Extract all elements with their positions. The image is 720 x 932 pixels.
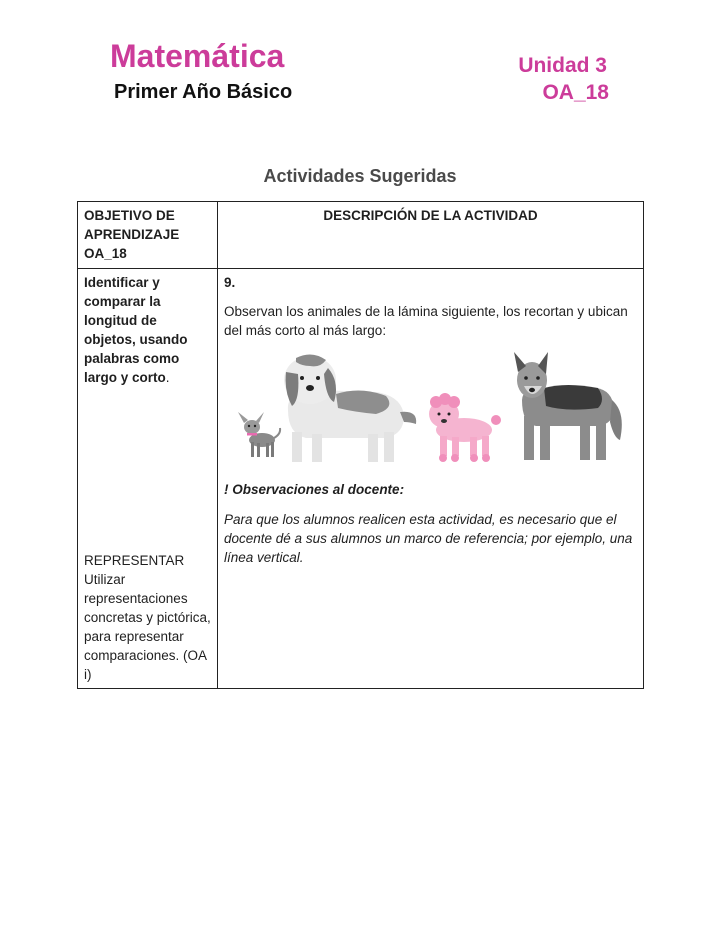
- objective-cell: [78, 269, 218, 689]
- subject-title: Matemática: [110, 38, 285, 74]
- objective-text-block: [84, 273, 211, 387]
- grade-title: Primer Año Básico: [114, 81, 293, 103]
- unit-label: Unidad 3: [518, 54, 607, 77]
- objective-text: Identificar y comparar la longitud de objetos, usando palabras como largo y corto: [84, 275, 188, 385]
- oa-label: OA_18: [542, 81, 609, 104]
- objective-header: [78, 202, 218, 269]
- section-title: Actividades Sugeridas: [263, 166, 457, 186]
- table-header-row: [78, 202, 644, 269]
- dogs-illustration: [226, 352, 624, 470]
- activity-description: Observan los animales de la lámina siguiente, los recortan y ubican del más corto al más largo:: [224, 304, 628, 338]
- table-body-row: [78, 269, 644, 689]
- observations-title: ! Observaciones al docente:: [224, 482, 405, 497]
- objective-period: .: [165, 370, 170, 385]
- description-cell: [218, 269, 644, 689]
- chihuahua-dog-illustration: [238, 412, 280, 457]
- description-header: DESCRIPCIÓN DE LA ACTIVIDAD: [218, 202, 644, 269]
- observations-text: Para que los alumnos realicen esta actividad, es necesario que el docente dé a sus alumnos un marco de referencia; por ejemplo, una línea vertical.: [224, 512, 633, 565]
- pink-poodle-illustration: [429, 393, 501, 462]
- represent-text: Utilizar representaciones concretas y pictórica, para representar comparaciones. (OA i): [84, 572, 211, 682]
- activity-number: 9.: [224, 275, 236, 290]
- represent-heading: REPRESENTAR: [84, 553, 185, 568]
- represent-block: [84, 551, 211, 684]
- objective-header-line: OA_18: [84, 246, 127, 261]
- german-shepherd-dog-illustration: [514, 352, 622, 460]
- objective-header-line: APRENDIZAJE: [84, 227, 180, 242]
- objective-header-line: OBJETIVO DE: [84, 208, 175, 223]
- activity-table: [77, 201, 644, 689]
- large-spotted-dog-illustration: [284, 354, 416, 462]
